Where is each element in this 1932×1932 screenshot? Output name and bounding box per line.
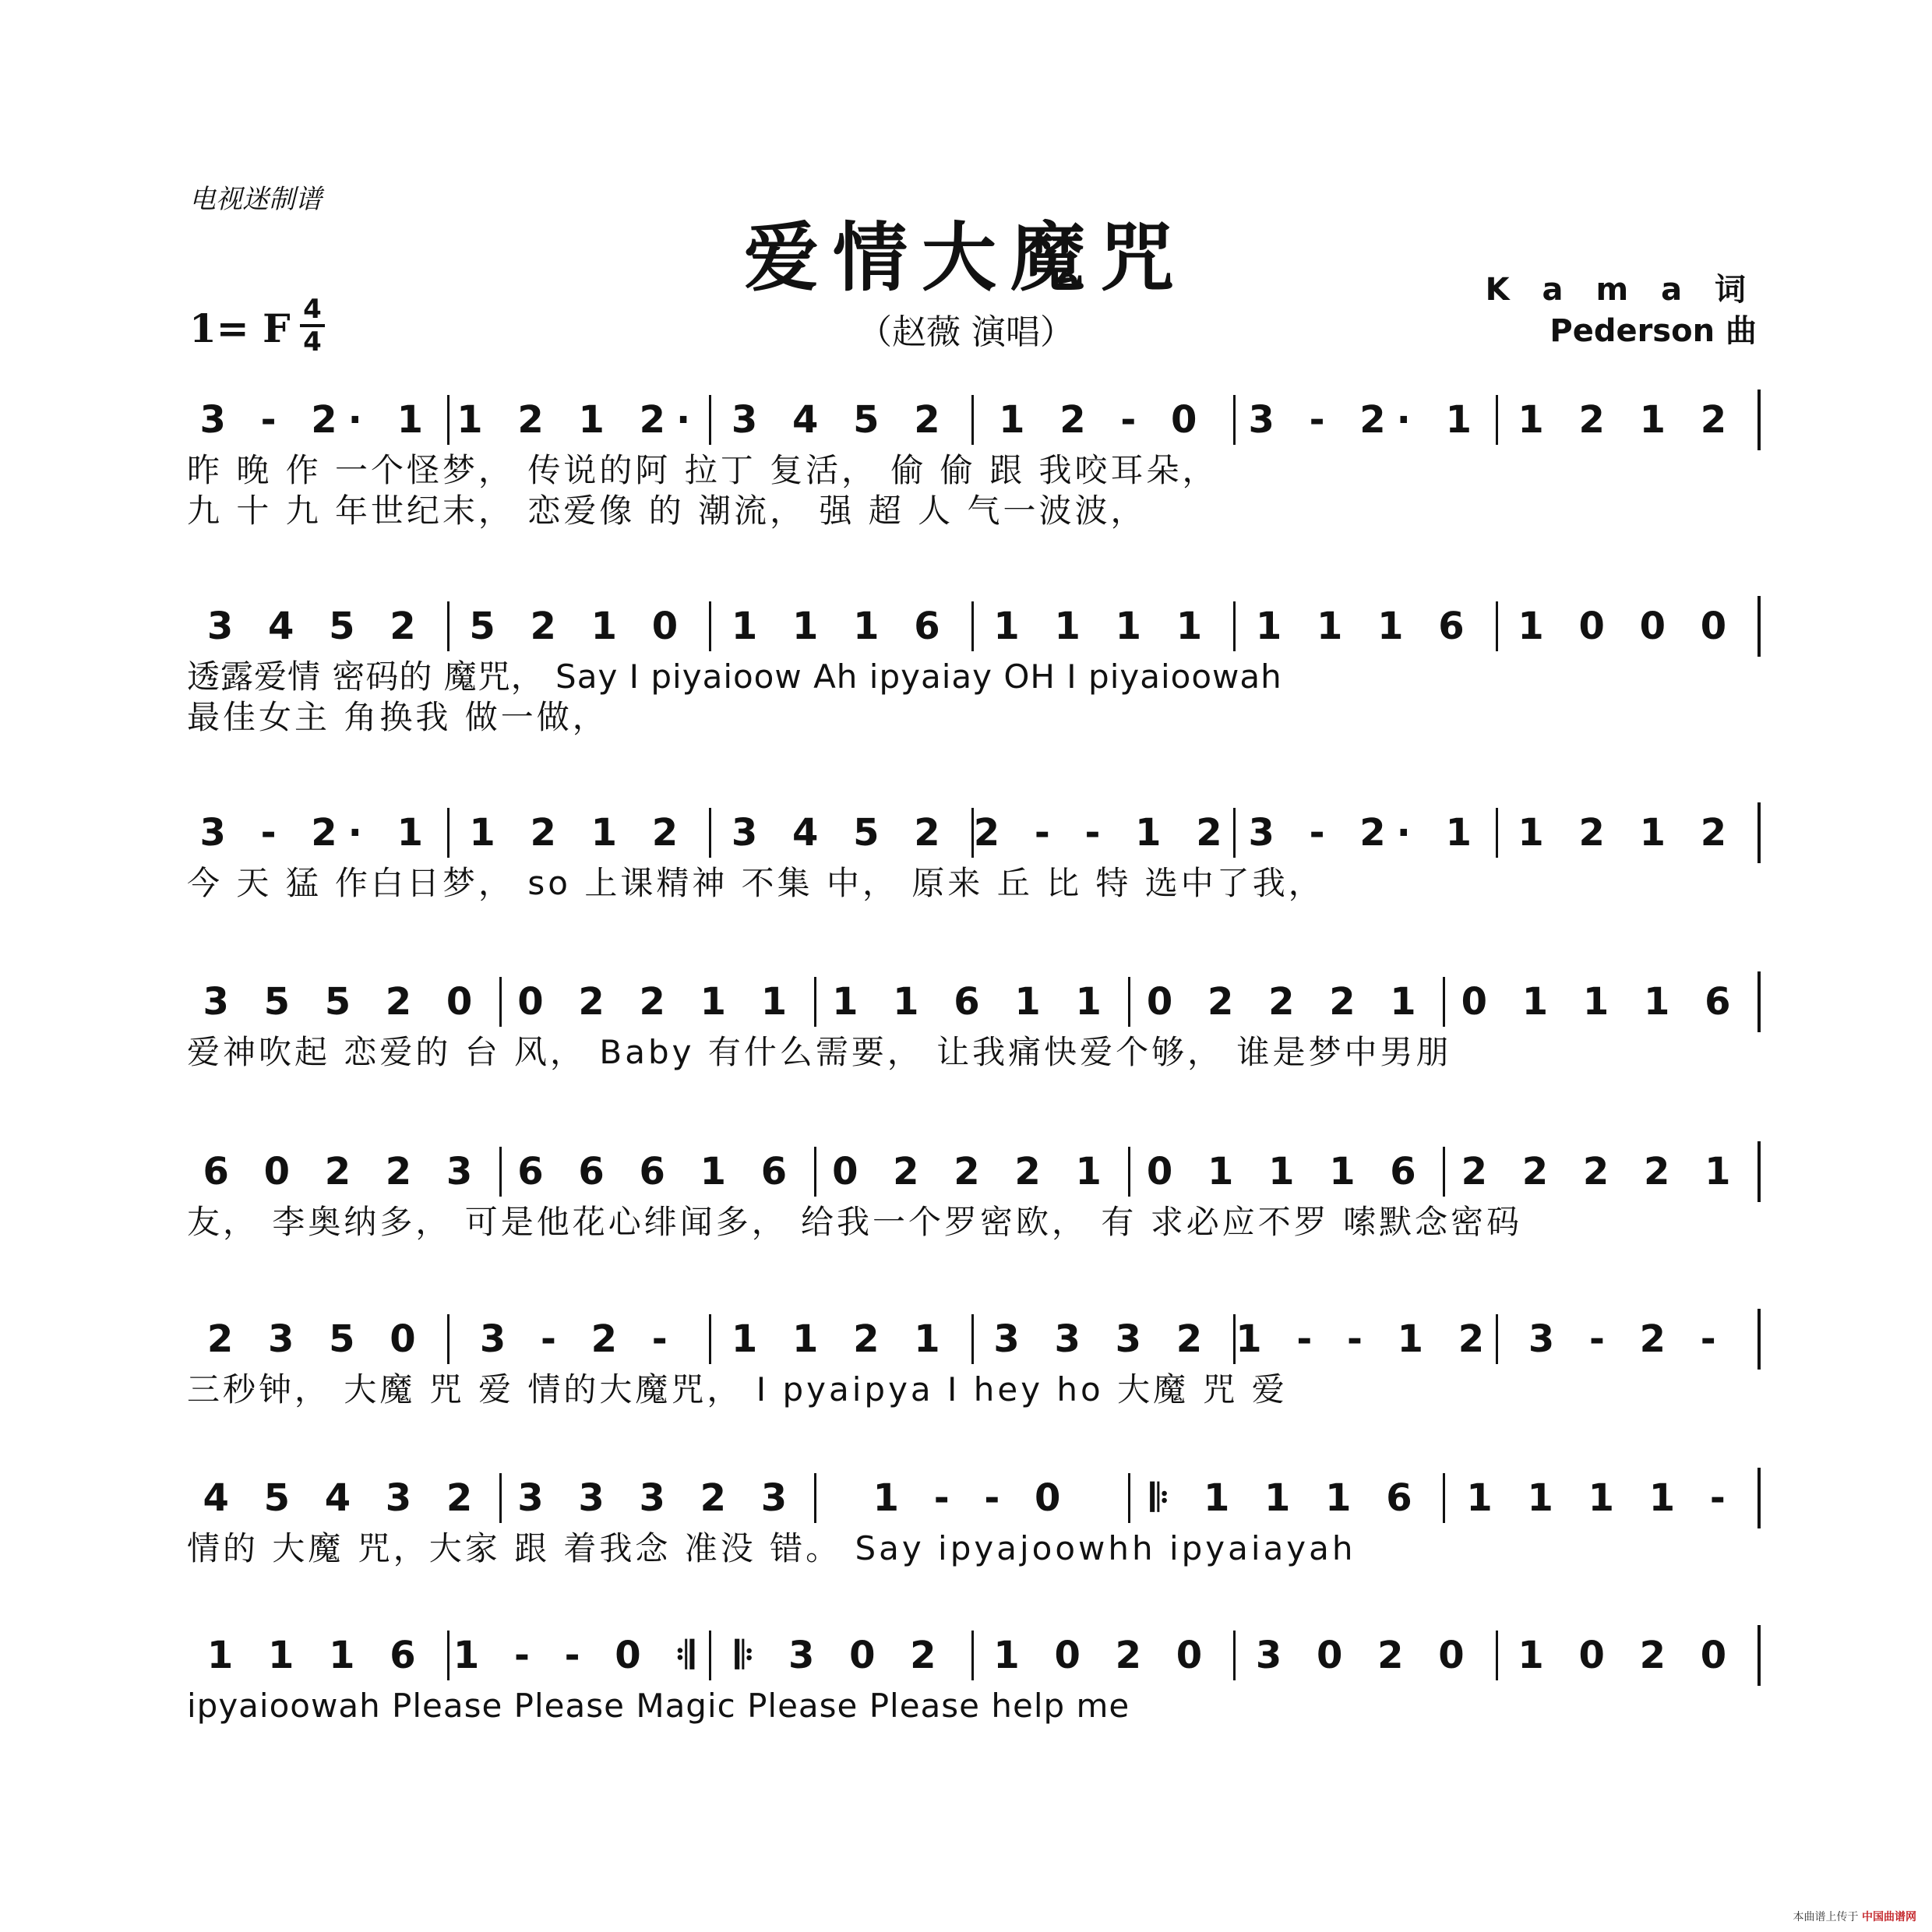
measure: 1 1 1 6 — [206, 1634, 427, 1677]
lyric-line: 情的 大魔 咒，大家 跟 着我念 准没 错。 Say ipyajoowhh ipyaiayah — [187, 1529, 1356, 1567]
footer-watermark — [1793, 1909, 1916, 1924]
measure: 3 - 2· 1 — [199, 398, 434, 442]
measure: 1 - - 0 𝄇 — [447, 1631, 710, 1680]
notation-line — [187, 1141, 1761, 1202]
lyric-line: 今 天 猛 作白日梦， so 上课精神 不集 中， 原来 丘 比 特 选中了我， — [187, 864, 1324, 902]
footer-note: 本曲谱上传于 — [1793, 1911, 1859, 1923]
measure: 𝄆 3 0 2 — [709, 1631, 971, 1680]
measure: 1 0 2 0 — [1496, 1631, 1758, 1680]
lyric-line: ipyaioowah Please Please Magic Please Please help me — [187, 1687, 1130, 1725]
staff-system — [187, 1141, 1761, 1243]
staff-system — [187, 1468, 1761, 1569]
measure: 1 0 2 0 — [971, 1631, 1234, 1680]
measure: 2 - - 1 2 — [971, 808, 1234, 858]
notation-line — [187, 1468, 1761, 1528]
staff-system — [187, 596, 1761, 738]
measure: 3 - 2 - — [1496, 1314, 1758, 1364]
staff-system — [187, 1309, 1761, 1410]
measure: 0 2 2 1 1 — [499, 977, 814, 1027]
lyric-line: 九 十 九 年世纪末， 恋爱像 的 潮流， 强 超 人 气一波波， — [187, 492, 1147, 530]
measure: 6 6 6 1 6 — [499, 1147, 814, 1197]
lyricist: K a m a 词 — [1485, 272, 1757, 308]
measure: 1 1 1 1 — [971, 601, 1234, 651]
measure: 3 - 2· 1 — [1233, 395, 1496, 445]
time-top: 4 — [303, 294, 322, 325]
measure: 3 - 2· 1 — [199, 811, 434, 855]
lyric-line: 友， 李奥纳多， 可是他花心绯闻多， 给我一个罗密欧， 有 求必应不罗 嗦默念密码 — [187, 1203, 1523, 1241]
lyric-line: 爱神吹起 恋爱的 台 风， Baby 有什么需要， 让我痛快爱个够， 谁是梦中男朋 — [187, 1033, 1452, 1071]
notation-line — [187, 1625, 1761, 1686]
measure: 1 - - 0 — [814, 1473, 1129, 1523]
lyric-line: 昨 晚 作 一个怪梦， 传说的阿 拉丁 复活， 偷 偷 跟 我咬耳朵， — [187, 451, 1218, 489]
measure: 4 5 4 3 2 — [203, 1476, 484, 1520]
measure: 3 4 5 2 — [709, 808, 971, 858]
measure: 1 2 - 0 — [971, 395, 1234, 445]
measure: 6 0 2 2 3 — [203, 1150, 484, 1193]
measure: 3 3 3 2 3 — [499, 1473, 814, 1523]
notation-line — [187, 390, 1761, 450]
composer: Pederson 曲 — [1549, 313, 1757, 349]
notation-line — [187, 596, 1761, 657]
time-bottom: 4 — [303, 326, 322, 358]
credit: 电视迷制谱 — [189, 184, 322, 215]
measure: 2 3 5 0 — [206, 1317, 427, 1361]
footer-site: 中国曲谱网 — [1862, 1911, 1916, 1923]
measure: 1 1 1 6 — [709, 601, 971, 651]
notation-line — [187, 802, 1761, 863]
measure: 0 1 1 1 6 — [1128, 1147, 1443, 1197]
lyric-line: 透露爱情 密码的 魔咒， Say I piyaioow Ah ipyaiay OH I piyaioowah — [187, 658, 1282, 696]
lyric-line: 最佳女主 角换我 做一做， — [187, 698, 608, 736]
staff-system — [187, 802, 1761, 904]
notation-line — [187, 1309, 1761, 1370]
measure: 1 0 0 0 — [1496, 601, 1758, 651]
measure: 1 2 1 2 — [447, 808, 710, 858]
measure: 1 1 6 1 1 — [814, 977, 1129, 1027]
measure: 3 3 3 2 — [971, 1314, 1234, 1364]
singer: （赵薇 演唱） — [858, 312, 1074, 352]
measure: 3 4 5 2 — [709, 395, 971, 445]
measure: 1 2 1 2· — [447, 395, 710, 445]
measure: 2 2 2 2 1 — [1443, 1147, 1757, 1197]
staff-system — [187, 971, 1761, 1073]
key-signature: 1= F — [189, 305, 291, 351]
measure: 5 2 1 0 — [447, 601, 710, 651]
measure: 1 2 1 2 — [1496, 395, 1758, 445]
measure: 1 - - 1 2 — [1233, 1314, 1496, 1364]
measure: 1 1 2 1 — [709, 1314, 971, 1364]
measure: 0 2 2 2 1 — [814, 1147, 1129, 1197]
time-signature — [300, 294, 325, 358]
lyric-line: 三秒钟， 大魔 咒 爱 情的大魔咒， I pyaipya I hey ho 大魔 咒 爱 — [187, 1370, 1288, 1408]
measure: 3 - 2· 1 — [1233, 808, 1496, 858]
notation-line — [187, 971, 1761, 1032]
measure: 0 1 1 1 6 — [1443, 977, 1757, 1027]
measure: 3 5 5 2 0 — [203, 980, 484, 1024]
staff-system — [187, 390, 1761, 531]
measure: 3 4 5 2 — [206, 605, 427, 648]
measure: 1 2 1 2 — [1496, 808, 1758, 858]
measure: 0 2 2 2 1 — [1128, 977, 1443, 1027]
measure: 1 1 1 1 - — [1443, 1473, 1757, 1523]
measure: 3 0 2 0 — [1233, 1631, 1496, 1680]
staff-system — [187, 1625, 1761, 1726]
measure: 𝄆 1 1 1 6 — [1128, 1473, 1443, 1523]
measure: 1 1 1 6 — [1233, 601, 1496, 651]
measure: 3 - 2 - — [447, 1314, 710, 1364]
song-title: 爱情大魔咒 — [744, 213, 1188, 301]
